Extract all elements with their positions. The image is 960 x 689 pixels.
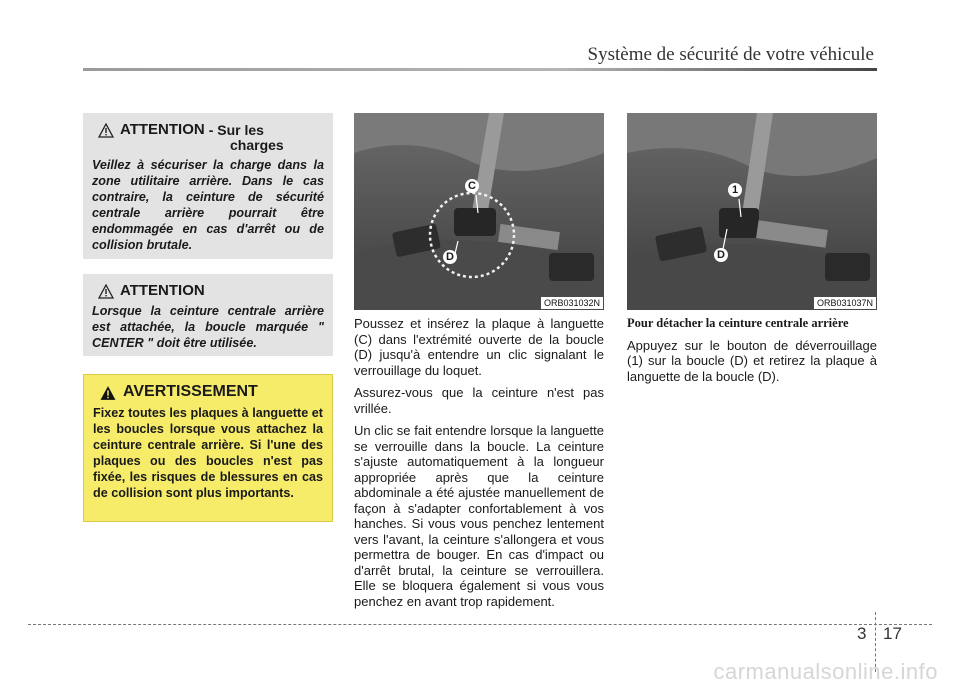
section-subheading: Pour détacher la ceinture centrale arrière — [627, 316, 849, 330]
header-rule — [83, 68, 877, 71]
caution-cargo-box — [83, 113, 333, 259]
photo-code: ORB031037N — [814, 297, 876, 309]
photo-callout-1: 1 — [728, 183, 742, 197]
warning-text: Fixez toutes les plaques à languette et les boucles lorsque vous attachez la ceinture centrale arrière. Si l'une des plaques ou des boucles n'est pas fixée, les risques de blessures en cas de collision sont plus importants. — [93, 406, 323, 500]
page-header-title: Système de sécurité de votre véhicule — [587, 44, 874, 65]
warning-title: AVERTISSEMENT — [123, 383, 258, 400]
caution-cargo-text: Veillez à sécuriser la charge dans la zone utilitaire arrière. Dans le cas contraire, la ceinture de sécurité centrale arrière pourrait être endommagée en cas d'arrêt ou de collision brutale. — [92, 158, 324, 252]
warning-triangle-icon — [99, 385, 117, 401]
caution-cargo-subtitle-cont: charges — [230, 137, 284, 153]
caution-cargo-title: ATTENTION — [120, 121, 205, 138]
warning-triangle-icon — [98, 284, 114, 299]
watermark-text: carmanualsonline.info — [713, 659, 938, 684]
warning-triangle-icon — [98, 123, 114, 138]
chapter-number: 3 — [857, 624, 867, 643]
paragraph: Assurez-vous que la ceinture n'est pas vrillée. — [354, 385, 604, 416]
caution-cargo-subtitle: - Sur les — [208, 122, 264, 138]
page-number: 17 — [883, 624, 902, 643]
photo-code: ORB031032N — [541, 297, 603, 309]
column-3-text — [627, 316, 877, 391]
paragraph: Un clic se fait entendre lorsque la languette se verrouille dans la boucle. La ceinture s'ajuste automatiquement à la longueur appropriée après que la ceinture abdominale a été ajustée manuellement de façon à s'adapter confortablement à vos hanches. Si vous vous penchez lentement vers l'avant, la ceinture s'allongera et vous permettra de bouger. En cas d'impact ou d'arrêt brutal, la ceinture se verrouillera. Elle se bloquera également si vous vous penchez en avant trop rapidement. — [354, 423, 604, 609]
warning-box — [83, 374, 333, 522]
photo-callout-d: D — [714, 248, 728, 262]
footer-rule — [28, 624, 932, 625]
caution-center-title: ATTENTION — [120, 282, 205, 299]
paragraph: Poussez et insérez la plaque à languette (C) dans l'extrémité ouverte de la boucle (D) jusqu'à entendre un clic signalant le verrouillage du loquet. — [354, 316, 604, 378]
caution-center-text: Lorsque la ceinture centrale arrière est attachée, la boucle marquée " CENTER " doit être utilisée. — [92, 304, 324, 350]
paragraph: Appuyez sur le bouton de déverrouillage (1) sur la boucle (D) et retirez la plaque à languette de la boucle (D). — [627, 337, 877, 384]
photo-callout-c: C — [465, 179, 479, 193]
photo-buckle-insert — [354, 113, 604, 310]
photo-buckle-release — [627, 113, 877, 310]
photo-callout-d: D — [443, 250, 457, 264]
caution-center-box — [83, 274, 333, 356]
column-2-text — [354, 316, 604, 616]
